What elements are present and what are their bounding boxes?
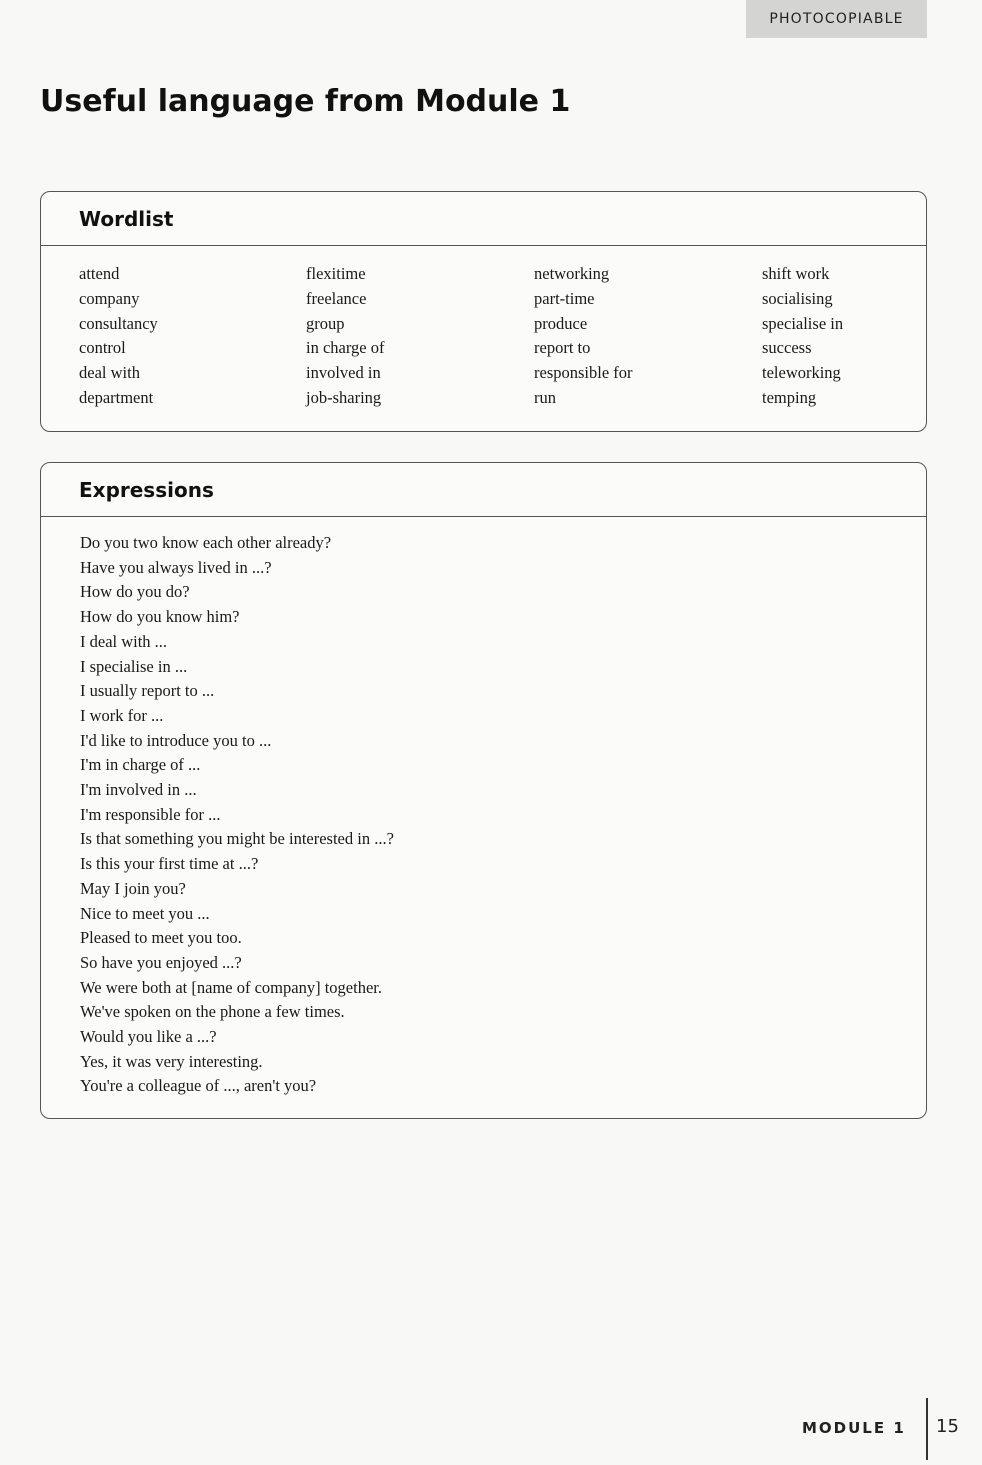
word: shift work bbox=[762, 264, 830, 283]
page-title: Useful language from Module 1 bbox=[40, 84, 571, 119]
word: group bbox=[306, 313, 345, 333]
expression-item: I work for ... bbox=[80, 705, 164, 725]
expression-item: We've spoken on the phone a few times. bbox=[80, 1002, 345, 1022]
footer-divider bbox=[926, 1398, 928, 1460]
expression-item: I usually report to ... bbox=[80, 681, 215, 701]
expression-item: We were both at [name of company] together. bbox=[80, 977, 382, 997]
word: teleworking bbox=[762, 363, 841, 383]
photocopiable-tag: PHOTOCOPIABLE bbox=[746, 0, 927, 38]
word: temping bbox=[762, 387, 817, 407]
word: deal with bbox=[79, 363, 140, 383]
word: produce bbox=[534, 313, 588, 333]
word: control bbox=[79, 338, 126, 358]
wordlist-column bbox=[762, 262, 942, 411]
word: part-time bbox=[534, 288, 595, 308]
word: company bbox=[79, 288, 140, 308]
word: job-sharing bbox=[306, 387, 382, 407]
word: socialising bbox=[762, 288, 833, 308]
expression-item: Is that something you might be interested in ...? bbox=[80, 829, 394, 849]
expression-item: I specialise in ... bbox=[80, 656, 188, 676]
word: specialise in bbox=[762, 313, 844, 333]
word: in charge of bbox=[306, 338, 385, 358]
word: success bbox=[762, 338, 812, 358]
expression-item: I'm responsible for ... bbox=[80, 804, 221, 824]
expression-item: I deal with ... bbox=[80, 631, 168, 651]
wordlist-column bbox=[534, 262, 762, 411]
wordlist-box bbox=[40, 191, 927, 432]
expression-item: Yes, it was very interesting. bbox=[80, 1051, 263, 1071]
expression-item: You're a colleague of ..., aren't you? bbox=[80, 1076, 317, 1096]
expression-item: Is this your first time at ...? bbox=[80, 854, 259, 874]
word: run bbox=[534, 387, 556, 407]
expression-item: How do you do? bbox=[80, 582, 190, 602]
page-number: 15 bbox=[936, 1416, 959, 1437]
expression-item: Nice to meet you ... bbox=[80, 903, 210, 923]
wordlist-column bbox=[306, 262, 534, 411]
expressions-box bbox=[40, 462, 927, 1119]
expression-item: I'm involved in ... bbox=[80, 780, 197, 800]
word: attend bbox=[79, 264, 120, 283]
word: department bbox=[79, 387, 154, 407]
expression-item: Would you like a ...? bbox=[80, 1027, 217, 1047]
wordlist-heading: Wordlist bbox=[41, 192, 926, 246]
word: report to bbox=[534, 338, 591, 358]
word: flexitime bbox=[306, 264, 366, 283]
expression-item: Have you always lived in ...? bbox=[80, 557, 272, 577]
wordlist-column bbox=[79, 262, 306, 411]
expressions-list bbox=[80, 531, 394, 1099]
footer-module-label: MODULE 1 bbox=[802, 1419, 906, 1437]
expression-item: May I join you? bbox=[80, 878, 186, 898]
expression-item: So have you enjoyed ...? bbox=[80, 952, 242, 972]
expression-item: How do you know him? bbox=[80, 607, 240, 627]
expression-item: I'd like to introduce you to ... bbox=[80, 730, 272, 750]
word: involved in bbox=[306, 363, 381, 383]
expression-item: Pleased to meet you too. bbox=[80, 928, 242, 948]
word: networking bbox=[534, 264, 610, 283]
expression-item: I'm in charge of ... bbox=[80, 755, 201, 775]
expressions-heading: Expressions bbox=[41, 463, 926, 517]
word: consultancy bbox=[79, 313, 158, 333]
word: freelance bbox=[306, 288, 367, 308]
word: responsible for bbox=[534, 363, 633, 383]
expression-item: Do you two know each other already? bbox=[80, 533, 332, 552]
